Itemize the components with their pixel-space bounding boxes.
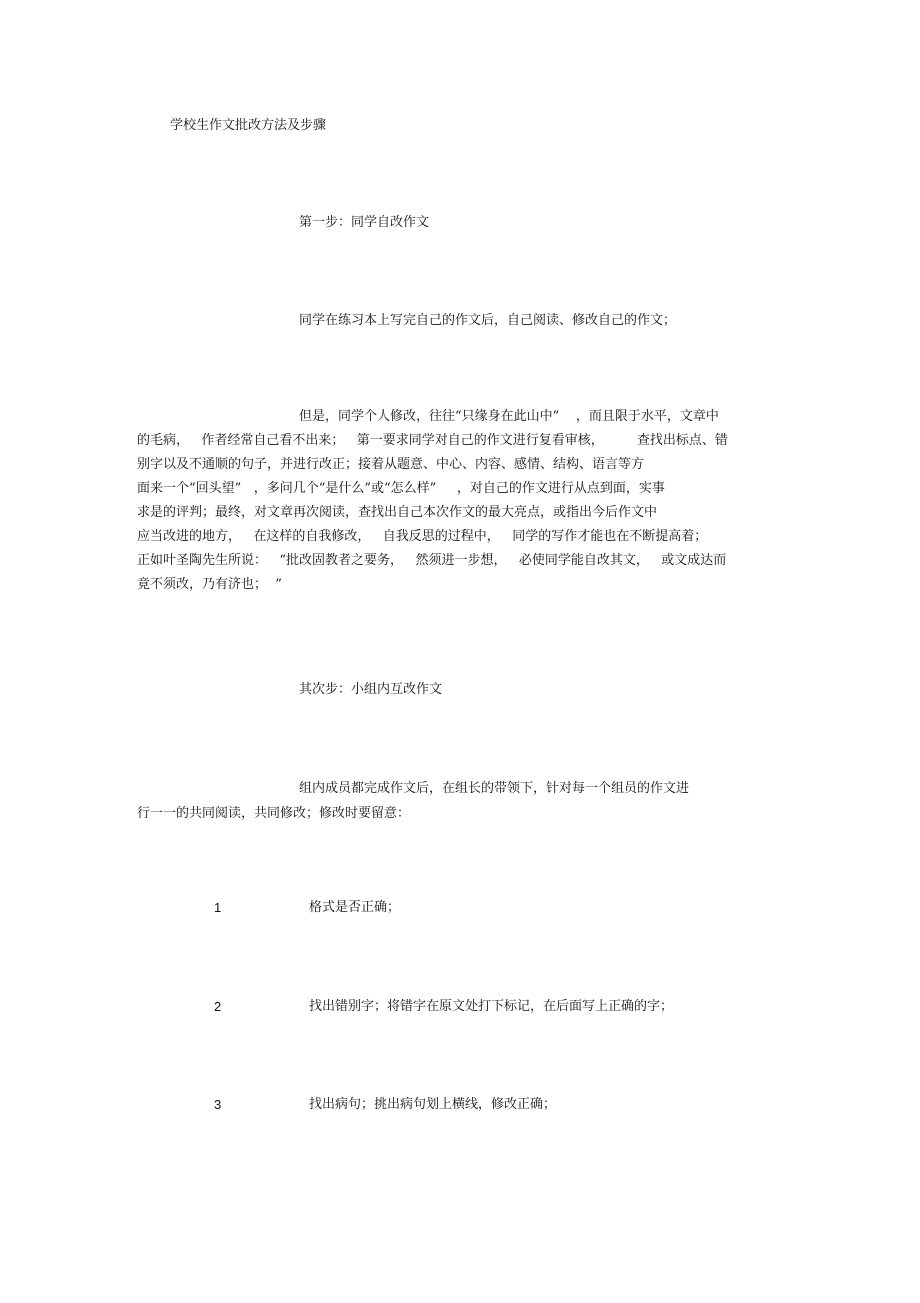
- document-title: 学校生作文批改方法及步骤: [170, 118, 327, 133]
- step1-heading: 第一步：同学自改作文: [299, 215, 430, 230]
- list-item-number: 1: [214, 900, 222, 915]
- paragraph-line: 但是，同学个人修改，往往“只缘身在此山中” ，而且限于水平，文章中: [299, 409, 719, 424]
- step1-paragraph-1: 同学在练习本上写完自己的作文后，自己阅读、修改自己的作文；: [299, 313, 677, 328]
- list-item-text: 找出错别字；将错字在原文处打下标记，在后面写上正确的字；: [309, 999, 674, 1014]
- paragraph-line: 的毛病， 作者经常自己看不出来； 第一要求同学对自己的作文进行复看审核， 查找出标点、错: [137, 433, 728, 448]
- step1-paragraph-2: [137, 405, 787, 597]
- list-item-text: 找出病句；挑出病句划上横线，修改正确；: [309, 1097, 557, 1112]
- step2-heading: 其次步：小组内互改作文: [299, 682, 443, 697]
- paragraph-line: 求是的评判；最终，对文章再次阅读，查找出自己本次作文的最大亮点，或指出今后作文中: [137, 505, 658, 520]
- list-item-number: 2: [214, 999, 222, 1014]
- step2-paragraph: [137, 776, 787, 826]
- paragraph-line: 应当改进的地方， 在这样的自我修改， 自我反思的过程中， 同学的写作才能也在不断提高着；: [137, 529, 708, 544]
- list-item-text: 格式是否正确；: [309, 900, 401, 915]
- paragraph-line: 正如叶圣陶先生所说： “批改固教者之要务， 然须进一步想， 必使同学能自改其文， 或文成达而: [137, 553, 727, 568]
- list-item-number: 3: [214, 1097, 222, 1112]
- paragraph-line: 面来一个“回头望” ，多问几个“是什么”或“怎么样” ，对自己的作文进行从点到面，实事: [137, 481, 665, 496]
- paragraph-line: 别字以及不通顺的句子，并进行改正；接着从题意、中心、内容、感情、结构、语言等方: [137, 457, 645, 472]
- paragraph-line: 行一一的共同阅读，共同修改；修改时要留意：: [137, 806, 411, 821]
- paragraph-line: 组内成员都完成作文后，在组长的带领下，针对每一个组员的作文进: [299, 781, 690, 796]
- paragraph-line: 竟不须改，乃有济也； ”: [137, 577, 282, 592]
